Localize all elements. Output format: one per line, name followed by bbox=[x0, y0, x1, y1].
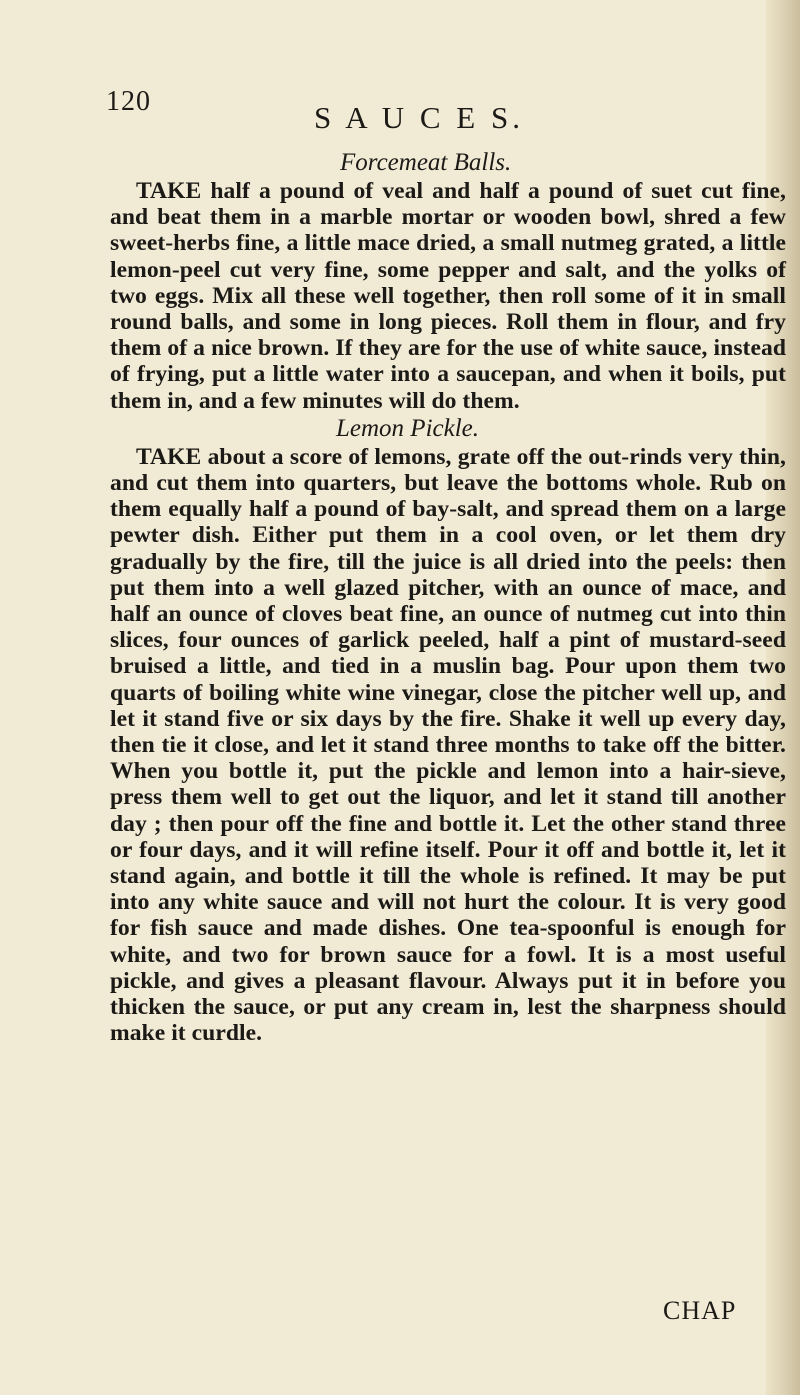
section-text-forcemeat-balls: TAKE half a pound of veal and half a pound of suet cut fine, and beat them in a marble mortar or wooden bowl, shred a few sweet-herbs fine, a little mace dried, a small nutmeg grated, a little lemon-peel cut very fine, some pepper and salt, and the yolks of two eggs. Mix all these well together, then roll some of it in small round balls, and some in long pieces. Roll them in flour, and fry them of a nice brown. If they are for the use of white sauce, instead of frying, put a little water into a saucepan, and when it boils, put them in, and a few minutes will do them. bbox=[110, 178, 786, 414]
running-head: S A U C E S. bbox=[314, 100, 524, 135]
section-heading-forcemeat-balls: Forcemeat Balls. bbox=[340, 149, 512, 176]
catchword: CHAP bbox=[663, 1296, 737, 1325]
text-block bbox=[110, 148, 786, 1047]
page-number: 120 bbox=[106, 86, 151, 117]
section-heading-lemon-pickle: Lemon Pickle. bbox=[336, 414, 480, 442]
section-text-lemon-pickle: TAKE about a score of lemons, grate off the out-rinds very thin, and cut them into quarters, but leave the bottoms whole. Rub on them equally half a pound of bay-salt, and spread them on a large pewter dish. Either put them in a cool oven, or let them dry gradually by the fire, till the juice is all dried into the peels: then put them into a well glazed pitcher, with an ounce of mace, and half an ounce of cloves beat fine, an ounce of nutmeg cut into thin slices, four ounces of garlick peeled, half a pint of mustard-seed bruised a little, and tied in a muslin bag. Pour upon them two quarts of boiling white wine vinegar, close the pitcher well up, and let it stand five or six days by the fire. Shake it well up every day, then tie it close, and let it stand three months to take off the bitter. When you bottle it, put the pickle and lemon into a hair-sieve, press them well to get out the liquor, and let it stand till another day ; then pour off the fine and bottle it. Let the other stand three or four days, and it will refine itself. Pour it off and bottle it, let it stand again, and bottle it till the whole is refined. It may be put into any white sauce and will not hurt the colour. It is very good for fish sauce and made dishes. One tea-spoonful is enough for white, and two for brown sauce for a fowl. It is a most useful pickle, and gives a pleasant flavour. Always put it in before you thicken the sauce, or put any cream in, lest the sharpness should make it curdle. bbox=[110, 443, 786, 1047]
